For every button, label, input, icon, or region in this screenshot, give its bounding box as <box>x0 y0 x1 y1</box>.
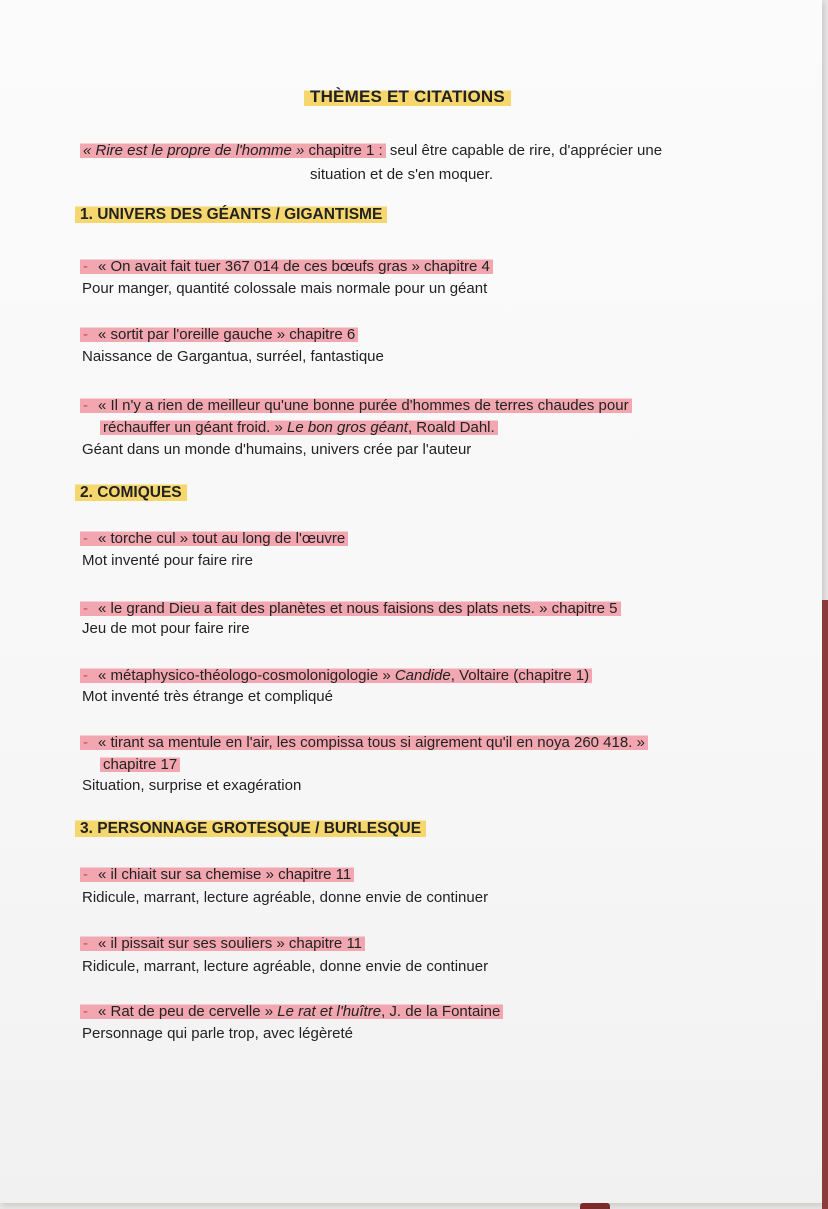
note-2-3: Mot inventé très étrange et compliqué <box>82 688 333 705</box>
intro-highlight <box>80 142 386 159</box>
quote-1-2: - « sortit par l'oreille gauche » chapitre 6 <box>80 324 358 346</box>
section-heading-2: 2. COMIQUES <box>75 484 187 502</box>
note-2-4: Situation, surprise et exagération <box>82 777 302 794</box>
note-3-1: Ridicule, marrant, lecture agréable, donne envie de continuer <box>82 889 489 906</box>
intro-rest: seul être capable de rire, d'apprécier une <box>385 142 663 159</box>
quote-2-1: - « torche cul » tout au long de l'œuvre <box>80 528 348 550</box>
quote-3-1: - « il chiait sur sa chemise » chapitre 11 <box>80 864 354 886</box>
quote-3-2: - « il pissait sur ses souliers » chapitre 11 <box>80 933 365 955</box>
quote-2-2: - « le grand Dieu a fait des planètes et nous faisions des plats nets. » chapitre 5 <box>80 598 621 620</box>
note-1-3: Géant dans un monde d'humains, univers crée par l'auteur <box>82 441 472 458</box>
background-foot <box>580 1203 610 1209</box>
intro-line-1 <box>80 139 750 163</box>
intro-quote: « Rire est le propre de l'homme » <box>83 142 305 159</box>
background-edge <box>822 600 828 1209</box>
section-heading-1: 1. UNIVERS DES GÉANTS / GIGANTISME <box>75 206 387 224</box>
intro-chapter: chapitre 1 : <box>304 142 383 159</box>
page-title: THÈMES ET CITATIONS <box>304 86 511 108</box>
quote-3-3: - « Rat de peu de cervelle » Le rat et l'huître, J. de la Fontaine <box>80 1001 503 1023</box>
note-3-3: Personnage qui parle trop, avec légèreté <box>82 1025 354 1042</box>
note-1-2: Naissance de Gargantua, surréel, fantastique <box>82 348 384 365</box>
quote-1-1: - « On avait fait tuer 367 014 de ces bœufs gras » chapitre 4 <box>80 256 493 278</box>
note-2-2: Jeu de mot pour faire rire <box>82 620 250 637</box>
note-2-1: Mot inventé pour faire rire <box>82 552 253 569</box>
note-3-2: Ridicule, marrant, lecture agréable, donne envie de continuer <box>82 958 489 975</box>
intro-paragraph <box>80 139 750 187</box>
intro-line-2: situation et de s'en moquer. <box>310 166 493 183</box>
quote-2-3: - « métaphysico-théologo-cosmolonigologie » Candide, Voltaire (chapitre 1) <box>80 665 592 687</box>
section-heading-3: 3. PERSONNAGE GROTESQUE / BURLESQUE <box>75 820 426 838</box>
note-1-1: Pour manger, quantité colossale mais normale pour un géant <box>82 280 488 297</box>
quote-1-3: - « Il n'y a rien de meilleur qu'une bonne purée d'hommes de terres chaudes pour réchauffer un géant froid. » Le bon gros géant, Roald Dahl. <box>80 395 632 439</box>
quote-2-4: - « tirant sa mentule en l'air, les compissa tous si aigrement qu'il en noya 260 418. » chapitre 17 <box>80 732 648 776</box>
